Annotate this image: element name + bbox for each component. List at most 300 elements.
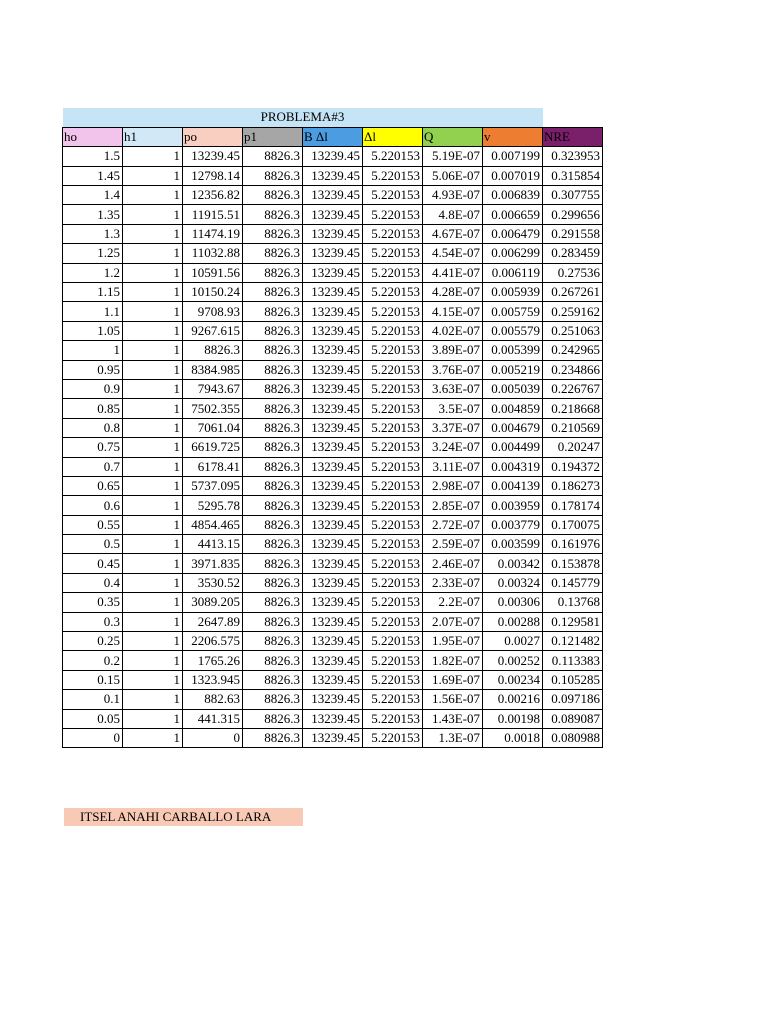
table-row xyxy=(63,535,603,554)
table-cell: 4413.15 xyxy=(183,535,243,554)
table-cell: 0.006659 xyxy=(483,205,543,224)
table-cell: 1 xyxy=(123,709,183,728)
table-cell: 2.72E-07 xyxy=(423,515,483,534)
table-cell: 8826.3 xyxy=(243,729,303,748)
table-cell: 8826.3 xyxy=(243,515,303,534)
table-cell: 8826.3 xyxy=(243,321,303,340)
table-cell: 13239.45 xyxy=(303,283,363,302)
table-cell: 0.6 xyxy=(63,496,123,515)
table-cell: 8826.3 xyxy=(243,166,303,185)
table-cell: 0.005219 xyxy=(483,360,543,379)
table-cell: 13239.45 xyxy=(303,244,363,263)
table-cell: 0.006479 xyxy=(483,224,543,243)
table-cell: 1.3E-07 xyxy=(423,729,483,748)
table-cell: 0.4 xyxy=(63,573,123,592)
table-cell: 5.220153 xyxy=(363,690,423,709)
table-cell: 0.242965 xyxy=(543,341,603,360)
table-cell: 8826.3 xyxy=(243,147,303,166)
table-row xyxy=(63,418,603,437)
table-cell: 0.95 xyxy=(63,360,123,379)
table-cell: 0.121482 xyxy=(543,632,603,651)
table-cell: 2.59E-07 xyxy=(423,535,483,554)
table-cell: 0.005939 xyxy=(483,283,543,302)
table-cell: 13239.45 xyxy=(303,205,363,224)
table-cell: 8826.3 xyxy=(243,651,303,670)
table-cell: 1 xyxy=(123,573,183,592)
table-cell: 0.00288 xyxy=(483,612,543,631)
table-cell: 5.220153 xyxy=(363,341,423,360)
table-cell: 0.55 xyxy=(63,515,123,534)
table-cell: 1 xyxy=(123,670,183,689)
table-cell: 0.315854 xyxy=(543,166,603,185)
table-cell: 13239.45 xyxy=(303,729,363,748)
table-cell: 13239.45 xyxy=(303,263,363,282)
table-cell: 10150.24 xyxy=(183,283,243,302)
table-cell: 1.25 xyxy=(63,244,123,263)
table-cell: 0.05 xyxy=(63,709,123,728)
table-cell: 0.097186 xyxy=(543,690,603,709)
table-cell: 8826.3 xyxy=(243,709,303,728)
table-cell: 3.5E-07 xyxy=(423,399,483,418)
table-cell: 0.004859 xyxy=(483,399,543,418)
table-cell: 0.194372 xyxy=(543,457,603,476)
table-cell: 8826.3 xyxy=(243,283,303,302)
table-row xyxy=(63,263,603,282)
table-cell: 0.226767 xyxy=(543,379,603,398)
table-cell: 8826.3 xyxy=(243,205,303,224)
table-cell: 0 xyxy=(183,729,243,748)
table-cell: 0.323953 xyxy=(543,147,603,166)
table-cell: 8826.3 xyxy=(243,573,303,592)
table-cell: 0.27536 xyxy=(543,263,603,282)
table-cell: 1.5 xyxy=(63,147,123,166)
table-cell: 5.19E-07 xyxy=(423,147,483,166)
table-cell: 13239.45 xyxy=(303,224,363,243)
table-cell: 0.8 xyxy=(63,418,123,437)
table-row xyxy=(63,593,603,612)
data-table xyxy=(62,108,603,748)
table-cell: 5.220153 xyxy=(363,244,423,263)
table-cell: 8826.3 xyxy=(243,418,303,437)
table-row xyxy=(63,224,603,243)
table-cell: 13239.45 xyxy=(303,457,363,476)
table-row xyxy=(63,166,603,185)
table-cell: 13239.45 xyxy=(303,535,363,554)
table-cell: 0.170075 xyxy=(543,515,603,534)
table-cell: 8826.3 xyxy=(243,690,303,709)
table-cell: 8826.3 xyxy=(183,341,243,360)
table-cell: 8826.3 xyxy=(243,476,303,495)
table-row xyxy=(63,147,603,166)
table-cell: 5.220153 xyxy=(363,360,423,379)
table-cell: 0.0027 xyxy=(483,632,543,651)
table-cell: 8826.3 xyxy=(243,224,303,243)
column-header: Q xyxy=(423,127,483,146)
table-cell: 0.251063 xyxy=(543,321,603,340)
table-row xyxy=(63,612,603,631)
table-cell: 4.02E-07 xyxy=(423,321,483,340)
column-header: Δl xyxy=(363,127,423,146)
table-cell: 0.2 xyxy=(63,651,123,670)
table-cell: 10591.56 xyxy=(183,263,243,282)
table-cell: 5.220153 xyxy=(363,302,423,321)
table-cell: 13239.45 xyxy=(303,651,363,670)
table-cell: 0.003779 xyxy=(483,515,543,534)
table-cell: 0.006299 xyxy=(483,244,543,263)
table-row xyxy=(63,186,603,205)
table-cell: 1 xyxy=(123,147,183,166)
column-header: po xyxy=(183,127,243,146)
table-cell: 5.220153 xyxy=(363,612,423,631)
table-cell: 13239.45 xyxy=(303,632,363,651)
table-cell: 13239.45 xyxy=(183,147,243,166)
table-cell: 4.28E-07 xyxy=(423,283,483,302)
table-cell: 5295.78 xyxy=(183,496,243,515)
table-cell: 1 xyxy=(123,360,183,379)
table-cell: 1 xyxy=(123,612,183,631)
table-cell: 4854.465 xyxy=(183,515,243,534)
table-cell: 1 xyxy=(123,632,183,651)
table-cell: 7061.04 xyxy=(183,418,243,437)
table-cell: 0.218668 xyxy=(543,399,603,418)
table-cell: 0.00234 xyxy=(483,670,543,689)
table-row xyxy=(63,670,603,689)
table-cell: 2206.575 xyxy=(183,632,243,651)
table-cell: 0.00324 xyxy=(483,573,543,592)
table-cell: 8826.3 xyxy=(243,438,303,457)
table-cell: 1.3 xyxy=(63,224,123,243)
table-cell: 0.259162 xyxy=(543,302,603,321)
table-cell: 6619.725 xyxy=(183,438,243,457)
table-cell: 0.00252 xyxy=(483,651,543,670)
table-cell: 1 xyxy=(123,379,183,398)
table-cell: 0.186273 xyxy=(543,476,603,495)
table-cell: 1.05 xyxy=(63,321,123,340)
table-cell: 0.7 xyxy=(63,457,123,476)
table-cell: 1.56E-07 xyxy=(423,690,483,709)
table-cell: 441.315 xyxy=(183,709,243,728)
table-cell: 13239.45 xyxy=(303,515,363,534)
table-cell: 7502.355 xyxy=(183,399,243,418)
table-cell: 8826.3 xyxy=(243,399,303,418)
table-cell: 0.00342 xyxy=(483,554,543,573)
table-cell: 13239.45 xyxy=(303,496,363,515)
table-cell: 13239.45 xyxy=(303,302,363,321)
table-cell: 0 xyxy=(63,729,123,748)
table-cell: 9267.615 xyxy=(183,321,243,340)
table-row xyxy=(63,554,603,573)
table-cell: 6178.41 xyxy=(183,457,243,476)
table-cell: 1.45 xyxy=(63,166,123,185)
table-row xyxy=(63,438,603,457)
table-cell: 3.37E-07 xyxy=(423,418,483,437)
table-cell: 3.11E-07 xyxy=(423,457,483,476)
table-cell: 13239.45 xyxy=(303,418,363,437)
table-cell: 8826.3 xyxy=(243,612,303,631)
table-cell: 0.004499 xyxy=(483,438,543,457)
table-cell: 5.220153 xyxy=(363,515,423,534)
table-cell: 8826.3 xyxy=(243,593,303,612)
table-cell: 0.75 xyxy=(63,438,123,457)
table-cell: 1 xyxy=(123,302,183,321)
table-cell: 1 xyxy=(123,283,183,302)
table-cell: 3.63E-07 xyxy=(423,379,483,398)
table-cell: 13239.45 xyxy=(303,379,363,398)
table-cell: 4.8E-07 xyxy=(423,205,483,224)
table-cell: 1 xyxy=(123,515,183,534)
table-cell: 13239.45 xyxy=(303,612,363,631)
table-cell: 0.113383 xyxy=(543,651,603,670)
table-cell: 5.220153 xyxy=(363,166,423,185)
table-cell: 8826.3 xyxy=(243,670,303,689)
table-cell: 1 xyxy=(123,418,183,437)
table-cell: 2.33E-07 xyxy=(423,573,483,592)
table-cell: 5.220153 xyxy=(363,457,423,476)
table-cell: 0.5 xyxy=(63,535,123,554)
table-cell: 5.220153 xyxy=(363,593,423,612)
table-row xyxy=(63,632,603,651)
table-cell: 0.283459 xyxy=(543,244,603,263)
table-cell: 0.003599 xyxy=(483,535,543,554)
table-cell: 5.220153 xyxy=(363,379,423,398)
table-cell: 1 xyxy=(123,205,183,224)
table-cell: 1 xyxy=(123,651,183,670)
table-cell: 0.65 xyxy=(63,476,123,495)
title-spacer-cell xyxy=(543,108,603,127)
table-cell: 5737.095 xyxy=(183,476,243,495)
table-cell: 1 xyxy=(123,690,183,709)
table-cell: 1.15 xyxy=(63,283,123,302)
column-header: ho xyxy=(63,127,123,146)
table-cell: 0.25 xyxy=(63,632,123,651)
table-cell: 5.220153 xyxy=(363,224,423,243)
table-cell: 8384.985 xyxy=(183,360,243,379)
table-cell: 11915.51 xyxy=(183,205,243,224)
table-cell: 13239.45 xyxy=(303,186,363,205)
table-cell: 0.007019 xyxy=(483,166,543,185)
table-cell: 1 xyxy=(123,244,183,263)
column-header: NRE xyxy=(543,127,603,146)
table-cell: 13239.45 xyxy=(303,360,363,379)
table-cell: 3.76E-07 xyxy=(423,360,483,379)
table-cell: 1 xyxy=(123,321,183,340)
table-cell: 13239.45 xyxy=(303,147,363,166)
table-cell: 5.220153 xyxy=(363,670,423,689)
table-cell: 5.220153 xyxy=(363,321,423,340)
table-cell: 0.00306 xyxy=(483,593,543,612)
table-cell: 0.089087 xyxy=(543,709,603,728)
table-cell: 5.220153 xyxy=(363,283,423,302)
column-header: v xyxy=(483,127,543,146)
table-cell: 1 xyxy=(63,341,123,360)
table-row xyxy=(63,651,603,670)
table-cell: 0.1 xyxy=(63,690,123,709)
table-cell: 1.35 xyxy=(63,205,123,224)
table-cell: 0.267261 xyxy=(543,283,603,302)
table-cell: 0.105285 xyxy=(543,670,603,689)
table-cell: 1 xyxy=(123,399,183,418)
title-row xyxy=(63,108,603,127)
table-cell: 0.13768 xyxy=(543,593,603,612)
table-cell: 1 xyxy=(123,263,183,282)
table-cell: 0.291558 xyxy=(543,224,603,243)
table-cell: 4.54E-07 xyxy=(423,244,483,263)
table-cell: 8826.3 xyxy=(243,496,303,515)
table-cell: 1.2 xyxy=(63,263,123,282)
table-cell: 0.00216 xyxy=(483,690,543,709)
table-cell: 8826.3 xyxy=(243,554,303,573)
table-cell: 3089.205 xyxy=(183,593,243,612)
table-cell: 4.15E-07 xyxy=(423,302,483,321)
table-cell: 2.85E-07 xyxy=(423,496,483,515)
table-cell: 0.006119 xyxy=(483,263,543,282)
table-cell: 2.98E-07 xyxy=(423,476,483,495)
table-cell: 0.20247 xyxy=(543,438,603,457)
table-row xyxy=(63,496,603,515)
table-cell: 1 xyxy=(123,729,183,748)
table-cell: 5.220153 xyxy=(363,632,423,651)
table-cell: 0.45 xyxy=(63,554,123,573)
table-cell: 0.234866 xyxy=(543,360,603,379)
table-cell: 8826.3 xyxy=(243,302,303,321)
table-row xyxy=(63,476,603,495)
table-cell: 0.080988 xyxy=(543,729,603,748)
table-row xyxy=(63,205,603,224)
table-cell: 0.9 xyxy=(63,379,123,398)
table-cell: 0.004679 xyxy=(483,418,543,437)
table-cell: 13239.45 xyxy=(303,709,363,728)
table-cell: 1.4 xyxy=(63,186,123,205)
table-cell: 8826.3 xyxy=(243,244,303,263)
table-cell: 0.00198 xyxy=(483,709,543,728)
table-cell: 9708.93 xyxy=(183,302,243,321)
table-cell: 1.69E-07 xyxy=(423,670,483,689)
table-cell: 1.95E-07 xyxy=(423,632,483,651)
table-cell: 12356.82 xyxy=(183,186,243,205)
table-cell: 1.1 xyxy=(63,302,123,321)
table-cell: 3971.835 xyxy=(183,554,243,573)
table-cell: 0.153878 xyxy=(543,554,603,573)
table-cell: 11032.88 xyxy=(183,244,243,263)
column-header: p1 xyxy=(243,127,303,146)
table-cell: 5.220153 xyxy=(363,205,423,224)
table-cell: 8826.3 xyxy=(243,360,303,379)
table-row xyxy=(63,729,603,748)
table-cell: 5.220153 xyxy=(363,709,423,728)
table-cell: 0.161976 xyxy=(543,535,603,554)
table-cell: 0.005579 xyxy=(483,321,543,340)
table-cell: 5.220153 xyxy=(363,554,423,573)
table-cell: 0.85 xyxy=(63,399,123,418)
table-cell: 13239.45 xyxy=(303,341,363,360)
table-row xyxy=(63,341,603,360)
table-row xyxy=(63,360,603,379)
table-cell: 8826.3 xyxy=(243,341,303,360)
table-cell: 8826.3 xyxy=(243,457,303,476)
table-row xyxy=(63,244,603,263)
table-row xyxy=(63,709,603,728)
table-cell: 0.005039 xyxy=(483,379,543,398)
table-title: PROBLEMA#3 xyxy=(63,108,543,127)
table-cell: 3.89E-07 xyxy=(423,341,483,360)
table-cell: 2.07E-07 xyxy=(423,612,483,631)
table-cell: 1 xyxy=(123,186,183,205)
table-cell: 2.2E-07 xyxy=(423,593,483,612)
table-cell: 5.06E-07 xyxy=(423,166,483,185)
table-cell: 8826.3 xyxy=(243,263,303,282)
table-cell: 0.003959 xyxy=(483,496,543,515)
table-cell: 0.004139 xyxy=(483,476,543,495)
table-cell: 0.004319 xyxy=(483,457,543,476)
table-cell: 5.220153 xyxy=(363,573,423,592)
header-row xyxy=(63,127,603,146)
table-cell: 1 xyxy=(123,554,183,573)
table-cell: 1765.26 xyxy=(183,651,243,670)
table-cell: 1 xyxy=(123,166,183,185)
table-cell: 1.82E-07 xyxy=(423,651,483,670)
table-cell: 0.178174 xyxy=(543,496,603,515)
table-cell: 0.35 xyxy=(63,593,123,612)
table-cell: 13239.45 xyxy=(303,399,363,418)
table-cell: 3530.52 xyxy=(183,573,243,592)
table-cell: 5.220153 xyxy=(363,535,423,554)
table-row xyxy=(63,321,603,340)
table-cell: 0.299656 xyxy=(543,205,603,224)
table-row xyxy=(63,690,603,709)
table-cell: 5.220153 xyxy=(363,263,423,282)
table-cell: 0.3 xyxy=(63,612,123,631)
table-cell: 13239.45 xyxy=(303,476,363,495)
table-cell: 13239.45 xyxy=(303,593,363,612)
table-cell: 7943.67 xyxy=(183,379,243,398)
table-cell: 5.220153 xyxy=(363,418,423,437)
table-cell: 0.005759 xyxy=(483,302,543,321)
table-cell: 4.41E-07 xyxy=(423,263,483,282)
table-cell: 1 xyxy=(123,535,183,554)
table-cell: 1323.945 xyxy=(183,670,243,689)
table-cell: 13239.45 xyxy=(303,438,363,457)
table-cell: 1 xyxy=(123,476,183,495)
table-cell: 5.220153 xyxy=(363,496,423,515)
table-row xyxy=(63,283,603,302)
table-cell: 0.005399 xyxy=(483,341,543,360)
table-cell: 2.46E-07 xyxy=(423,554,483,573)
table-cell: 5.220153 xyxy=(363,438,423,457)
table-cell: 5.220153 xyxy=(363,729,423,748)
table-cell: 12798.14 xyxy=(183,166,243,185)
table-cell: 1 xyxy=(123,593,183,612)
table-cell: 8826.3 xyxy=(243,632,303,651)
table-row xyxy=(63,302,603,321)
table-cell: 0.15 xyxy=(63,670,123,689)
table-cell: 1 xyxy=(123,224,183,243)
table-cell: 13239.45 xyxy=(303,670,363,689)
table-cell: 1 xyxy=(123,496,183,515)
table-row xyxy=(63,399,603,418)
table-cell: 882.63 xyxy=(183,690,243,709)
table-cell: 4.67E-07 xyxy=(423,224,483,243)
table-cell: 13239.45 xyxy=(303,690,363,709)
table-cell: 8826.3 xyxy=(243,186,303,205)
column-header: h1 xyxy=(123,127,183,146)
table-cell: 13239.45 xyxy=(303,321,363,340)
table-cell: 5.220153 xyxy=(363,147,423,166)
table-row xyxy=(63,515,603,534)
table-cell: 5.220153 xyxy=(363,651,423,670)
table-cell: 0.007199 xyxy=(483,147,543,166)
table-cell: 0.006839 xyxy=(483,186,543,205)
table-cell: 8826.3 xyxy=(243,379,303,398)
